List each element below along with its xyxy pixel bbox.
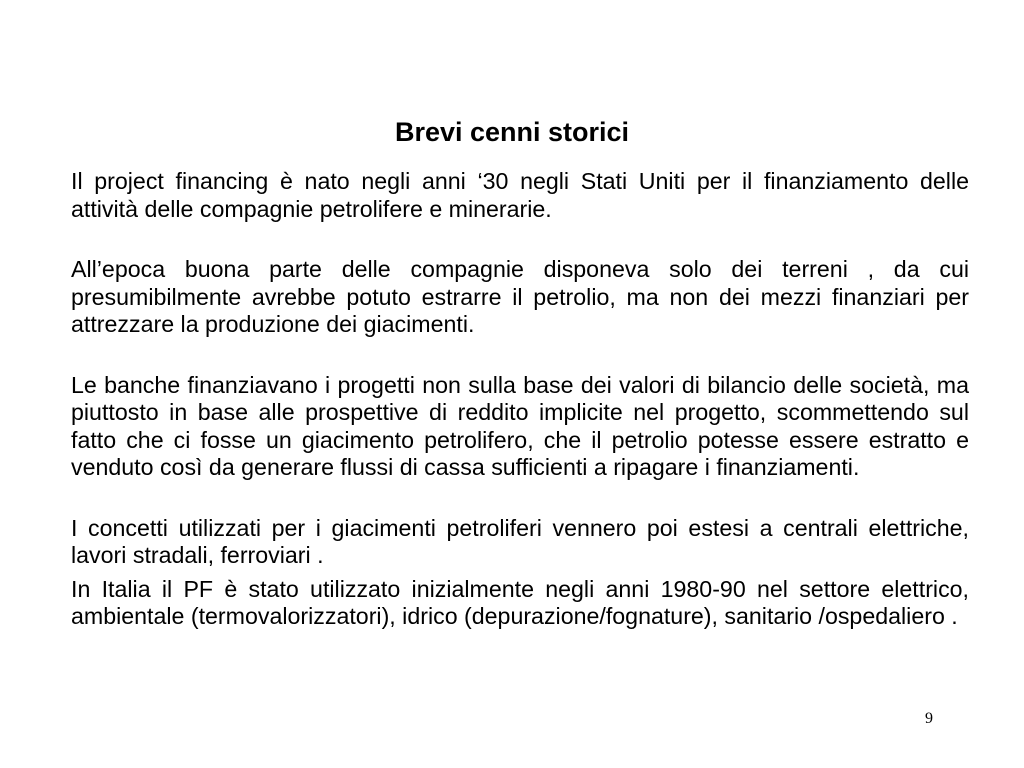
slide-title: Brevi cenni storici (394, 117, 630, 147)
paragraph-origins: Il project financing è nato negli anni ‘30 negli Stati Uniti per il finanziamento delle attività delle compagnie petrolifere e minerarie. (71, 168, 969, 222)
paragraph-italy: In Italia il PF è stato utilizzato inizialmente negli anni 1980-90 nel settore elettrico, ambientale (termovalorizzatori), idrico (depurazione/fognature), sanitario /ospedaliero . (71, 575, 969, 629)
paragraph-extension: I concetti utilizzati per i giacimenti petroliferi vennero poi estesi a centrali elettriche, lavori stradali, ferroviari . (71, 514, 969, 568)
slide-body (71, 168, 969, 631)
page-number: 9 (925, 710, 933, 727)
paragraph-banks: Le banche finanziavano i progetti non sulla base dei valori di bilancio delle società, ma piuttosto in base alle prospettive di reddito implicite nel progetto, scommettendo sul fatto che ci fosse un giacimento petrolifero, che il petrolio potesse essere estratto e venduto così da generare flussi di cassa sufficienti a ripagare i finanziamenti. (71, 371, 969, 480)
paragraph-companies: All’epoca buona parte delle compagnie disponeva solo dei terreni , da cui presumibilmente avrebbe potuto estrarre il petrolio, ma non dei mezzi finanziari per attrezzare la produzione dei giacimenti. (71, 256, 969, 337)
